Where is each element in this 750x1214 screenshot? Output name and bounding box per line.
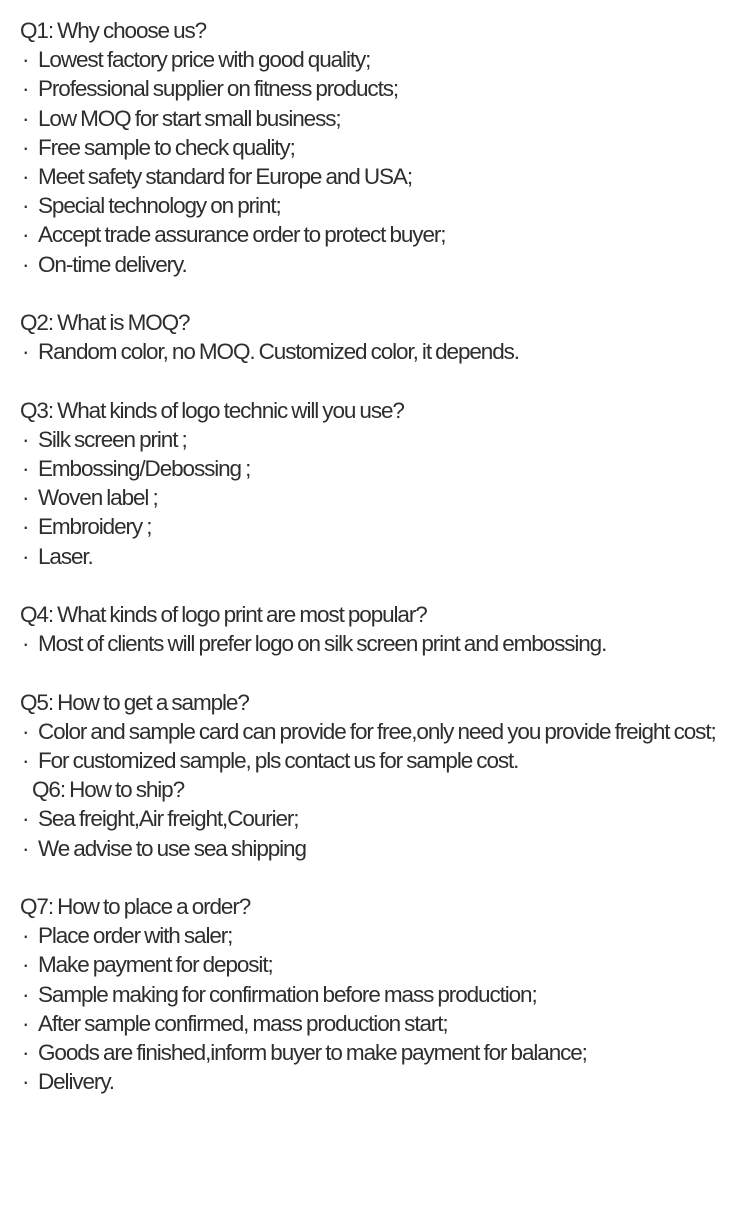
section-gap	[20, 658, 735, 687]
faq-answer-item: · On-time delivery.	[20, 250, 735, 279]
faq-answer-item: · Sea freight,Air freight,Courier;	[20, 804, 735, 833]
bullet-icon: ·	[22, 47, 29, 73]
bullet-icon: ·	[22, 222, 29, 248]
faq-question-q1: Q1: Why choose us?	[20, 18, 207, 43]
bullet-icon: ·	[22, 456, 29, 482]
faq-answer-item: · Place order with saler;	[20, 921, 735, 950]
bullet-icon: ·	[22, 981, 29, 1007]
faq-answer-item: · Low MOQ for start small business;	[20, 104, 735, 133]
faq-answer-item: · Random color, no MOQ. Customized color, it depends.	[20, 337, 735, 366]
faq-answer-item: · Laser.	[20, 542, 735, 571]
section-gap	[20, 366, 735, 395]
bullet-icon: ·	[22, 1040, 29, 1066]
bullet-icon: ·	[22, 514, 29, 540]
faq-answer-item: · Professional supplier on fitness products;	[20, 74, 735, 103]
faq-answer-item: · Free sample to check quality;	[20, 133, 735, 162]
faq-answer-item: · For customized sample, pls contact us for sample cost.	[20, 746, 735, 775]
bullet-icon: ·	[22, 806, 29, 832]
bullet-icon: ·	[22, 835, 29, 861]
faq-answer-item: · Goods are finished,inform buyer to make payment for balance;	[20, 1038, 735, 1067]
bullet-icon: ·	[22, 426, 29, 452]
faq-answer-item: · We advise to use sea shipping	[20, 834, 735, 863]
bullet-icon: ·	[22, 485, 29, 511]
bullet-icon: ·	[22, 923, 29, 949]
faq-question-q6: Q6: How to ship?	[32, 777, 184, 803]
bullet-icon: ·	[22, 952, 29, 978]
faq-answer-item: · Delivery.	[20, 1067, 735, 1096]
faq-answer-item: · Lowest factory price with good quality;	[20, 45, 735, 74]
faq-answer-item: · Embroidery ;	[20, 512, 735, 541]
faq-question-q4: Q4: What kinds of logo print are most popular?	[20, 602, 427, 628]
bullet-icon: ·	[22, 1069, 29, 1095]
faq-question-q7: Q7: How to place a order?	[20, 894, 251, 920]
faq-answer-item: · Accept trade assurance order to protect buyer;	[20, 220, 735, 249]
section-gap	[20, 279, 735, 308]
faq-answer-item: · Embossing/Debossing ;	[20, 454, 735, 483]
faq-answer-item: · Most of clients will prefer logo on silk screen print and embossing.	[20, 629, 735, 658]
faq-question-q2: Q2: What is MOQ?	[20, 310, 190, 336]
bullet-icon: ·	[22, 164, 29, 190]
faq-answer-item: · After sample confirmed, mass production start;	[20, 1009, 735, 1038]
faq-question-q5: Q5: How to get a sample?	[20, 689, 249, 715]
faq-answer-item: · Meet safety standard for Europe and USA;	[20, 162, 735, 191]
section-gap	[20, 863, 735, 892]
section-gap	[20, 571, 735, 600]
faq-section	[20, 16, 735, 1096]
bullet-icon: ·	[22, 543, 29, 569]
faq-answer-item: · Silk screen print ;	[20, 425, 735, 454]
bullet-icon: ·	[22, 193, 29, 219]
bullet-icon: ·	[22, 251, 29, 277]
faq-answer-item: · Sample making for confirmation before mass production;	[20, 980, 735, 1009]
bullet-icon: ·	[22, 748, 29, 774]
bullet-icon: ·	[22, 1010, 29, 1036]
faq-answer-item: · Woven label ;	[20, 483, 735, 512]
faq-answer-item: · Color and sample card can provide for free,only need you provide freight cost;	[20, 717, 735, 746]
faq-answer-item: · Make payment for deposit;	[20, 950, 735, 979]
bullet-icon: ·	[22, 134, 29, 160]
bullet-icon: ·	[22, 339, 29, 365]
faq-question-q3: Q3: What kinds of logo technic will you use?	[20, 397, 404, 423]
bullet-icon: ·	[22, 76, 29, 102]
bullet-icon: ·	[22, 105, 29, 131]
bullet-icon: ·	[22, 631, 29, 657]
bullet-icon: ·	[22, 718, 29, 744]
faq-answer-item: · Special technology on print;	[20, 191, 735, 220]
